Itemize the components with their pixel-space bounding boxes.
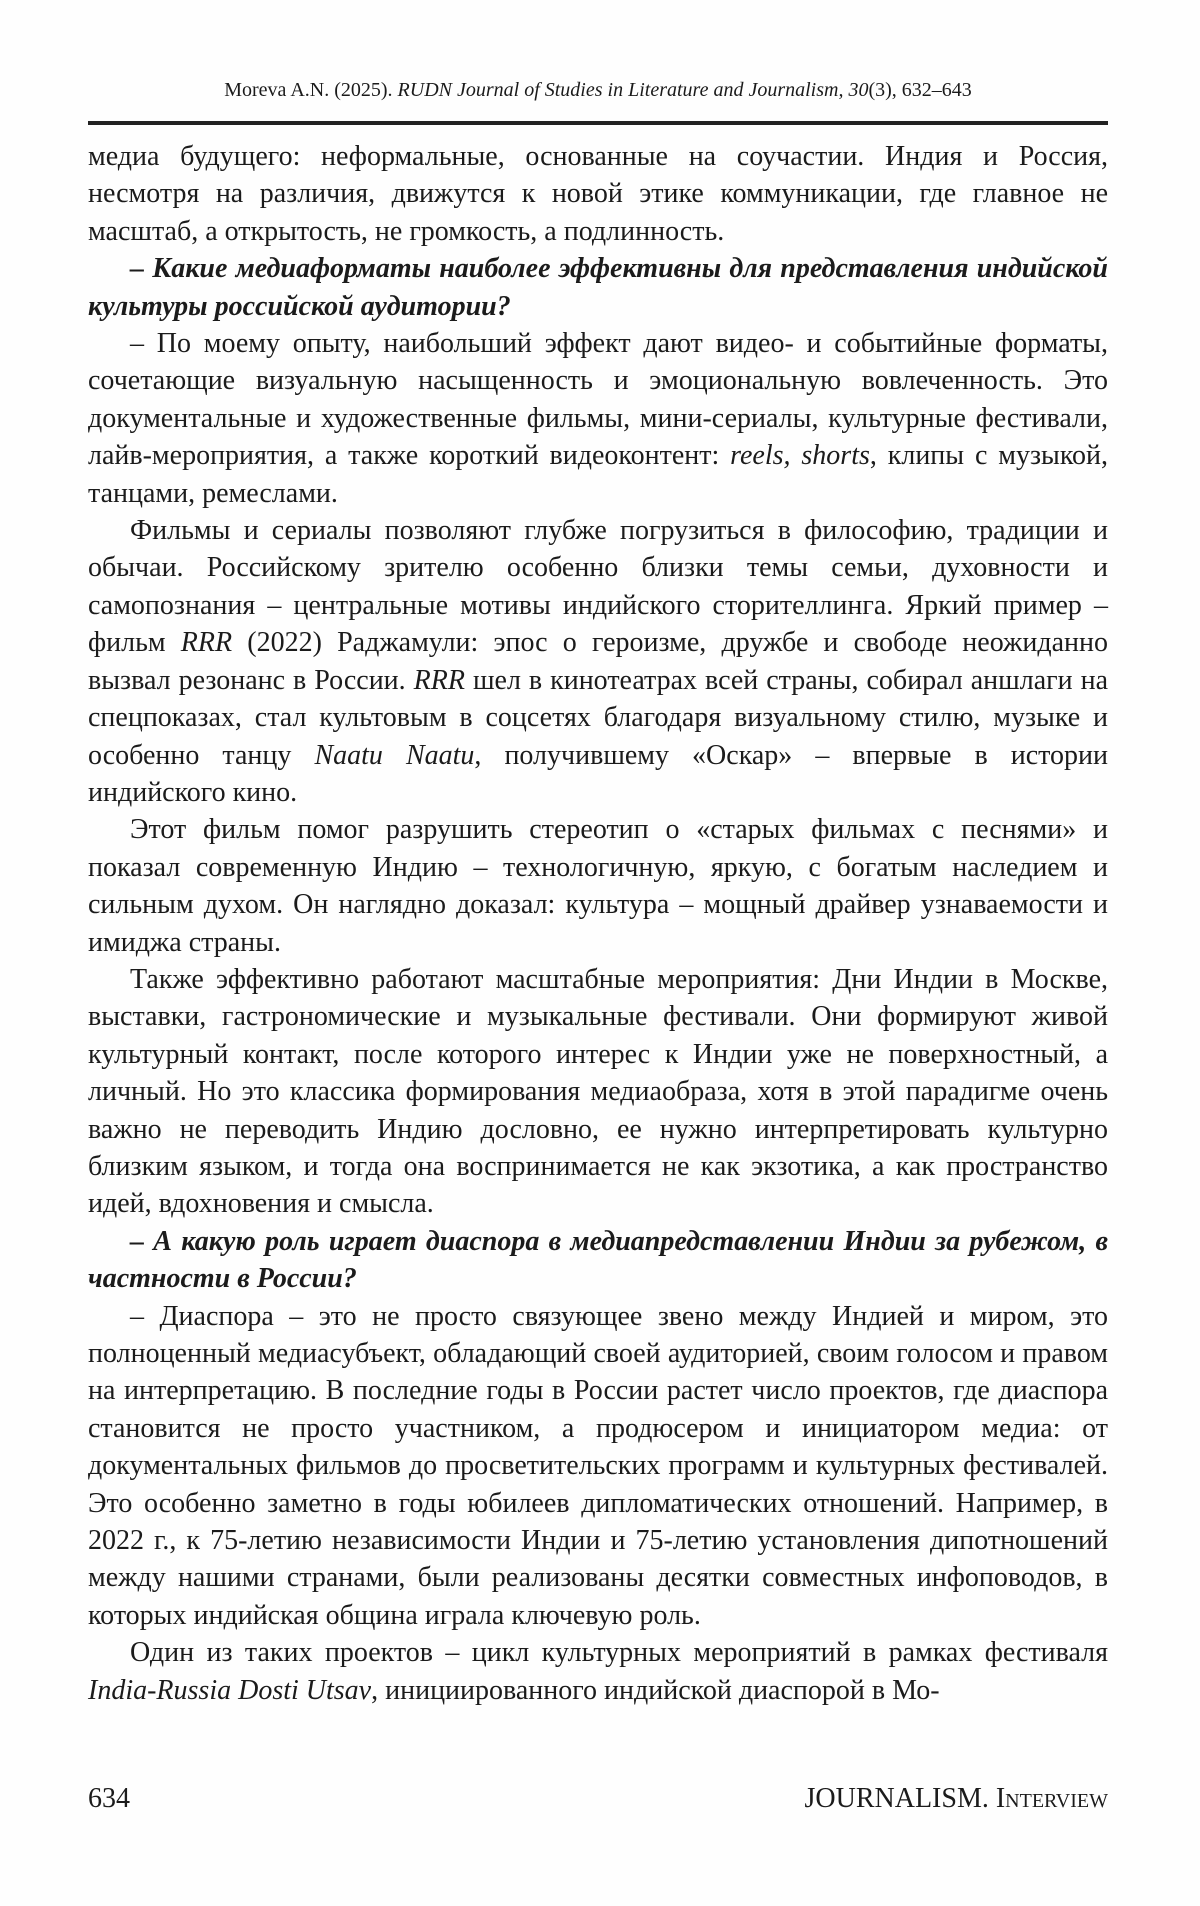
text-run: , клипы с музыкой, танцами, ремеслами. — [88, 440, 1109, 509]
italic-text-run: India-Russia Dosti Utsav — [88, 1674, 372, 1706]
paragraph — [88, 811, 1108, 961]
article-body — [88, 138, 1108, 1709]
text-run: Фильмы и сериалы позволяют глубже погрузиться в философию, традиции и обычаи. Российскому зрителю особенно близки темы семьи, духовности и самопознания – центральные мотивы индийского сторителлинга. Яркий пример – фильм — [88, 515, 1108, 659]
text-run: Этот фильм помог разрушить стереотип о «старых фильмах с песнями» и показал современную Индию – технологичную, яркую, с богатым наследием и сильным духом. Он наглядно доказал: культура – мощный драйвер узнаваемости и имиджа страны. — [88, 814, 1108, 958]
running-head — [88, 78, 1108, 102]
interview-question — [88, 250, 1108, 325]
paragraph — [88, 325, 1108, 512]
italic-text-run: RRR — [413, 664, 465, 696]
italic-text-run: Naatu Naatu — [314, 739, 475, 771]
paragraph — [88, 961, 1108, 1223]
paragraph — [88, 1298, 1108, 1635]
footer-section-journalism: JOURNALISM. — [804, 1783, 996, 1814]
paragraph — [88, 138, 1108, 250]
text-run: , получившему «Оскар» – впервые в истории индийского кино. — [88, 739, 1109, 808]
header-rule — [88, 121, 1108, 125]
text-run: – По моему опыту, наибольший эффект дают видео- и событийные форматы, сочетающие визуальную насыщенность и эмоциональную вовлеченность. Это документальные и художественные фильмы, мини-сериалы, культурные фестивали, лайв-мероприятия, а также короткий видеоконтент: — [88, 328, 1108, 472]
text-run: – Какие медиаформаты наиболее эффективны для представления индийской культуры российской аудитории? — [88, 253, 1108, 322]
paragraph — [88, 1634, 1108, 1709]
running-head-journal-title: RUDN Journal of Studies in Literature and Journalism, 30 — [397, 79, 869, 101]
footer-section-interview: Interview — [995, 1783, 1108, 1814]
italic-text-run: reels, shorts — [730, 440, 870, 472]
text-run: Один из таких проектов – цикл культурных мероприятий в рамках фестиваля — [130, 1637, 1108, 1669]
interview-question — [88, 1223, 1108, 1298]
italic-text-run: RRR — [180, 627, 233, 659]
text-run: – Диаспора – это не просто связующее звено между Индией и миром, это полноценный медиасубъект, обладающий своей аудиторией, своим голосом и правом на интерпретацию. В последние годы в России растет число проектов, где диаспора становится не просто участником, а продюсером и инициатором медиа: от документальных фильмов до просветительских программ и культурных фестивалей. Это особенно заметно в годы юбилеев дипломатических отношений. Например, в 2022 г., к 75-летию независимости Индии и 75-летию установления дипотношений между нашими странами, были реализованы десятки совместных инфоповодов, в которых индийская община играла ключевую роль. — [88, 1300, 1108, 1631]
text-run: шел в кинотеатрах всей страны, собирал аншлаги на спецпоказах, стал культовым в соцсетях благодаря визуальному стилю, музыке и особенно танцу — [88, 664, 1108, 771]
running-head-issue-pages: (3), 632–643 — [868, 79, 972, 101]
text-run: – А какую роль играет диаспора в медиапредставлении Индии за рубежом, в частности в России? — [88, 1225, 1108, 1295]
page-number: 634 — [88, 1783, 130, 1814]
paragraph — [88, 512, 1108, 811]
page-footer — [88, 1782, 1108, 1816]
text-run: (2022) Раджамули: эпос о героизме, дружбе и свободе неожиданно вызвал резонанс в России. — [88, 627, 1108, 696]
running-head-citation-prefix: Moreva A.N. (2025). — [224, 79, 398, 101]
text-run: Также эффективно работают масштабные мероприятия: Дни Индии в Москве, выставки, гастрономические и музыкальные фестивали. Они формируют живой культурный контакт, после которого интерес к Индии уже не поверхностный, а личный. Но это классика формирования медиаобраза, хотя в этой парадигме очень важно не переводить Индию дословно, ее нужно интерпретировать культурно близким языком, и тогда она воспринимается не как экзотика, а как пространство идей, вдохновения и смысла. — [88, 963, 1108, 1220]
text-run: медиа будущего: неформальные, основанные на соучастии. Индия и Россия, несмотря на различия, движутся к новой этике коммуникации, где главное не масштаб, а открытость, не громкость, а подлинность. — [88, 141, 1108, 247]
text-run: , инициированного индийской диаспорой в Мо- — [371, 1674, 940, 1706]
running-footer-section — [805, 1782, 1109, 1816]
